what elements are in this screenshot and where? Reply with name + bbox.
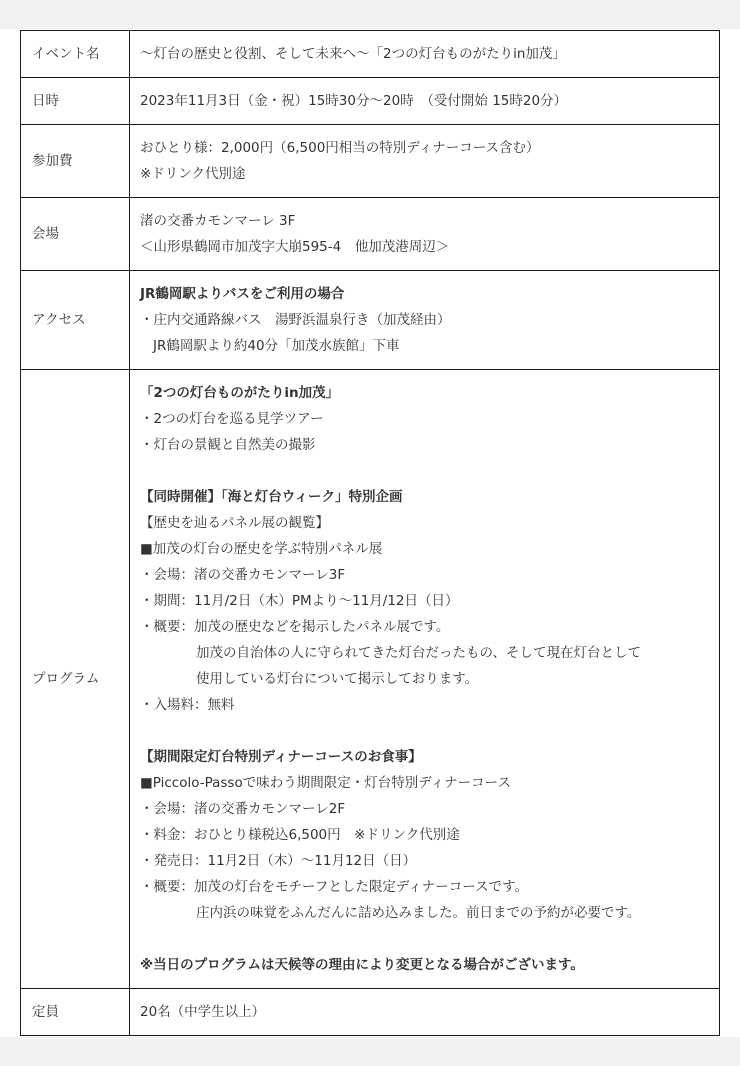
row-label: 参加費	[21, 125, 130, 198]
row-value	[130, 370, 720, 989]
row-label: 日時	[21, 78, 130, 125]
text-line: 〜灯台の歴史と役割、そして未来へ〜「2つの灯台ものがたりin加茂」	[140, 46, 566, 62]
event-info-table	[20, 30, 720, 1036]
row-value	[130, 125, 720, 198]
text-line: ■Piccolo-Passoで味わう期間限定・灯台特別ディナーコース	[140, 775, 511, 791]
text-line: ・発売日：11月2日（木）〜11月12日（日）	[140, 853, 417, 869]
text-line: 【同時開催】「海と灯台ウィーク」特別企画	[140, 489, 403, 505]
text-line: 渚の交番カモンマーレ 3F	[140, 213, 296, 229]
text-line: 【歴史を辿るパネル展の観覧】	[140, 515, 329, 531]
text-line: JR鶴岡駅より約40分「加茂水族館」下車	[153, 338, 400, 354]
text-line: ＜山形県鶴岡市加茂字大崩595-4 他加茂港周辺＞	[140, 239, 450, 255]
text-line: ・会場：渚の交番カモンマーレ3F	[140, 567, 346, 583]
table-row	[21, 271, 720, 370]
text-line: ・庄内交通路線バス 湯野浜温泉行き（加茂経由）	[140, 312, 451, 328]
text-line: ・概要：加茂の灯台をモチーフとした限定ディナーコースです。	[140, 879, 528, 895]
text-line: ・料金：おひとり様税込6,500円 ※ドリンク代別途	[140, 827, 460, 843]
table-row	[21, 125, 720, 198]
spacer-line	[140, 718, 709, 744]
text-line: 2023年11月3日（金・祝）15時30分〜20時 （受付開始 15時20分）	[140, 93, 568, 109]
text-line: ・期間：11月/2日（木）PMより〜11月/12日（日）	[140, 593, 459, 609]
text-line: 使用している灯台について掲示しております。	[196, 671, 479, 687]
row-value	[130, 271, 720, 370]
document-page	[0, 29, 740, 1037]
text-line: ・灯台の景観と自然美の撮影	[140, 437, 316, 453]
text-line: 【期間限定灯台特別ディナーコースのお食事】	[140, 749, 422, 765]
text-line: ■加茂の灯台の歴史を学ぶ特別パネル展	[140, 541, 383, 557]
text-line: ・会場：渚の交番カモンマーレ2F	[140, 801, 346, 817]
table-row	[21, 370, 720, 989]
row-label: アクセス	[21, 271, 130, 370]
text-line: ・入場料：無料	[140, 697, 235, 713]
text-line: ・概要：加茂の歴史などを掲示したパネル展です。	[140, 619, 450, 635]
text-line: ・2つの灯台を巡る見学ツアー	[140, 411, 324, 427]
table-row	[21, 31, 720, 78]
text-line: 庄内浜の味覚をふんだんに詰め込みました。前日までの予約が必要です。	[196, 905, 641, 921]
spacer-line	[140, 458, 709, 484]
text-line: ※ドリンク代別途	[140, 166, 246, 182]
text-line: 20名（中学生以上）	[140, 1004, 266, 1020]
text-line: 加茂の自治体の人に守られてきた灯台だったもの、そして現在灯台として	[196, 645, 641, 661]
text-line: JR鶴岡駅よりバスをご利用の場合	[140, 286, 345, 302]
table-row	[21, 78, 720, 125]
row-label: プログラム	[21, 370, 130, 989]
text-line: おひとり様：2,000円（6,500円相当の特別ディナーコース含む）	[140, 140, 540, 156]
text-line: ※当日のプログラムは天候等の理由により変更となる場合がございます。	[140, 957, 584, 973]
row-value	[130, 198, 720, 271]
row-value	[130, 989, 720, 1036]
text-line: 「2つの灯台ものがたりin加茂」	[140, 385, 340, 401]
spacer-line	[140, 926, 709, 952]
row-value	[130, 31, 720, 78]
table-row	[21, 198, 720, 271]
row-label: 定員	[21, 989, 130, 1036]
row-label: イベント名	[21, 31, 130, 78]
table-row	[21, 989, 720, 1036]
row-value	[130, 78, 720, 125]
row-label: 会場	[21, 198, 130, 271]
